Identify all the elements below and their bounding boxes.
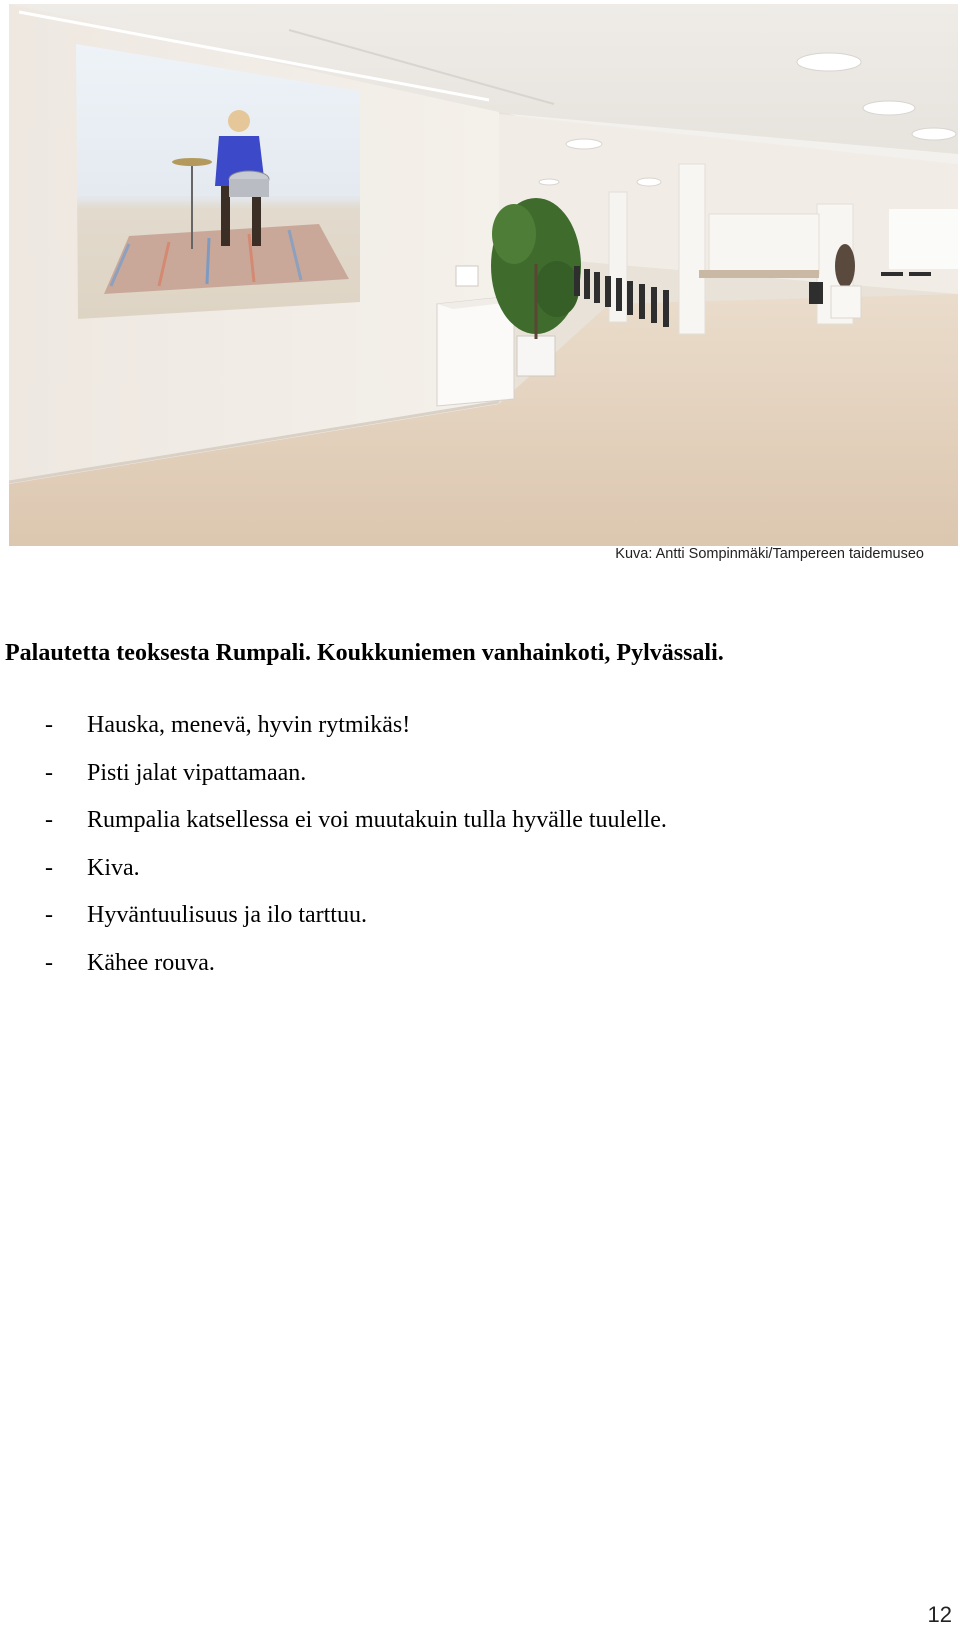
- dash-bullet: -: [45, 807, 53, 834]
- feedback-text: Rumpalia katsellessa ei voi muutakuin tulla hyvälle tuulelle.: [87, 807, 667, 834]
- exhibition-photo: [9, 4, 958, 546]
- feedback-text: Hyväntuulisuus ja ilo tarttuu.: [87, 902, 367, 929]
- feedback-text: Kähee rouva.: [87, 949, 215, 976]
- dash-bullet: -: [45, 949, 53, 976]
- dash-bullet: -: [45, 712, 53, 738]
- dash-bullet: -: [45, 854, 53, 881]
- dash-bullet: -: [45, 902, 53, 929]
- feedback-text: Pisti jalat vipattamaan.: [87, 759, 307, 786]
- photo-caption: Kuva: Antti Sompinmäki/Tampereen taidemuseo: [615, 546, 924, 562]
- page-number: 12: [927, 1602, 952, 1627]
- feedback-text: Kiva.: [87, 854, 140, 881]
- page-heading: Palautetta teoksesta Rumpali. Koukkuniemen vanhainkoti, Pylvässali.: [5, 640, 724, 666]
- feedback-text: Hauska, menevä, hyvin rytmikäs!: [87, 712, 411, 738]
- dash-bullet: -: [45, 759, 53, 786]
